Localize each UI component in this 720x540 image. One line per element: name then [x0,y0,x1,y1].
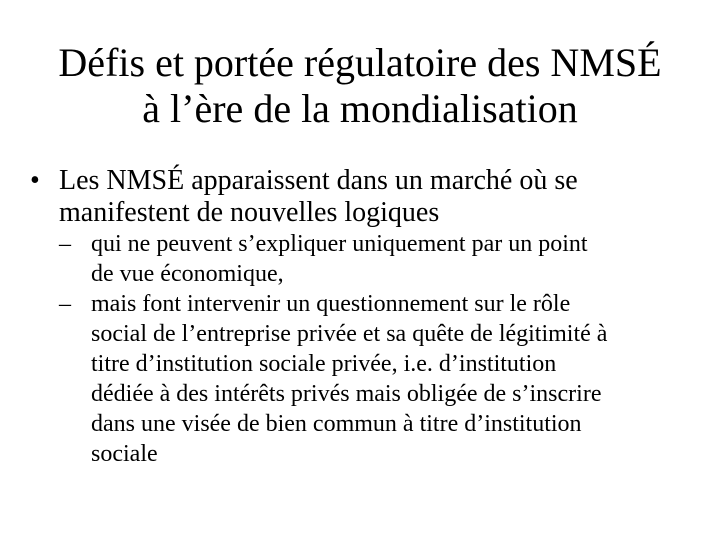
sub-bullet-text-line: qui ne peuvent s’expliquer uniquement par un point [91,231,588,257]
sub-bullet-text-line: dédiée à des intérêts privés mais obligée de s’inscrire [91,381,602,407]
sub-bullet-text-line: mais font intervenir un questionnement sur le rôle [91,291,571,317]
slide-title-line: Défis et portée régulatoire des NMSÉ [58,40,662,85]
sub-bullet-list [30,229,710,469]
bullet-text-line: Les NMSÉ apparaissent dans un marché où se [59,165,578,196]
slide-body [30,165,710,469]
slide-title [0,40,720,132]
sub-bullet-item [30,289,710,469]
dash-icon: – [59,291,71,317]
sub-bullet-text-line: titre d’institution sociale privée, i.e. d’institution [91,351,557,377]
bullet-icon: • [30,165,40,196]
bullet-text-line: manifestent de nouvelles logiques [59,197,440,228]
slide-title-line: à l’ère de la mondialisation [142,86,578,131]
sub-bullet-text-line: dans une visée de bien commun à titre d’institution [91,411,582,437]
sub-bullet-text-line: sociale [91,441,158,467]
dash-icon: – [59,231,71,257]
sub-bullet-text-line: de vue économique, [91,261,284,287]
bullet-item [30,165,710,229]
sub-bullet-item [30,229,710,289]
sub-bullet-text-line: social de l’entreprise privée et sa quête de légitimité à [91,321,608,347]
